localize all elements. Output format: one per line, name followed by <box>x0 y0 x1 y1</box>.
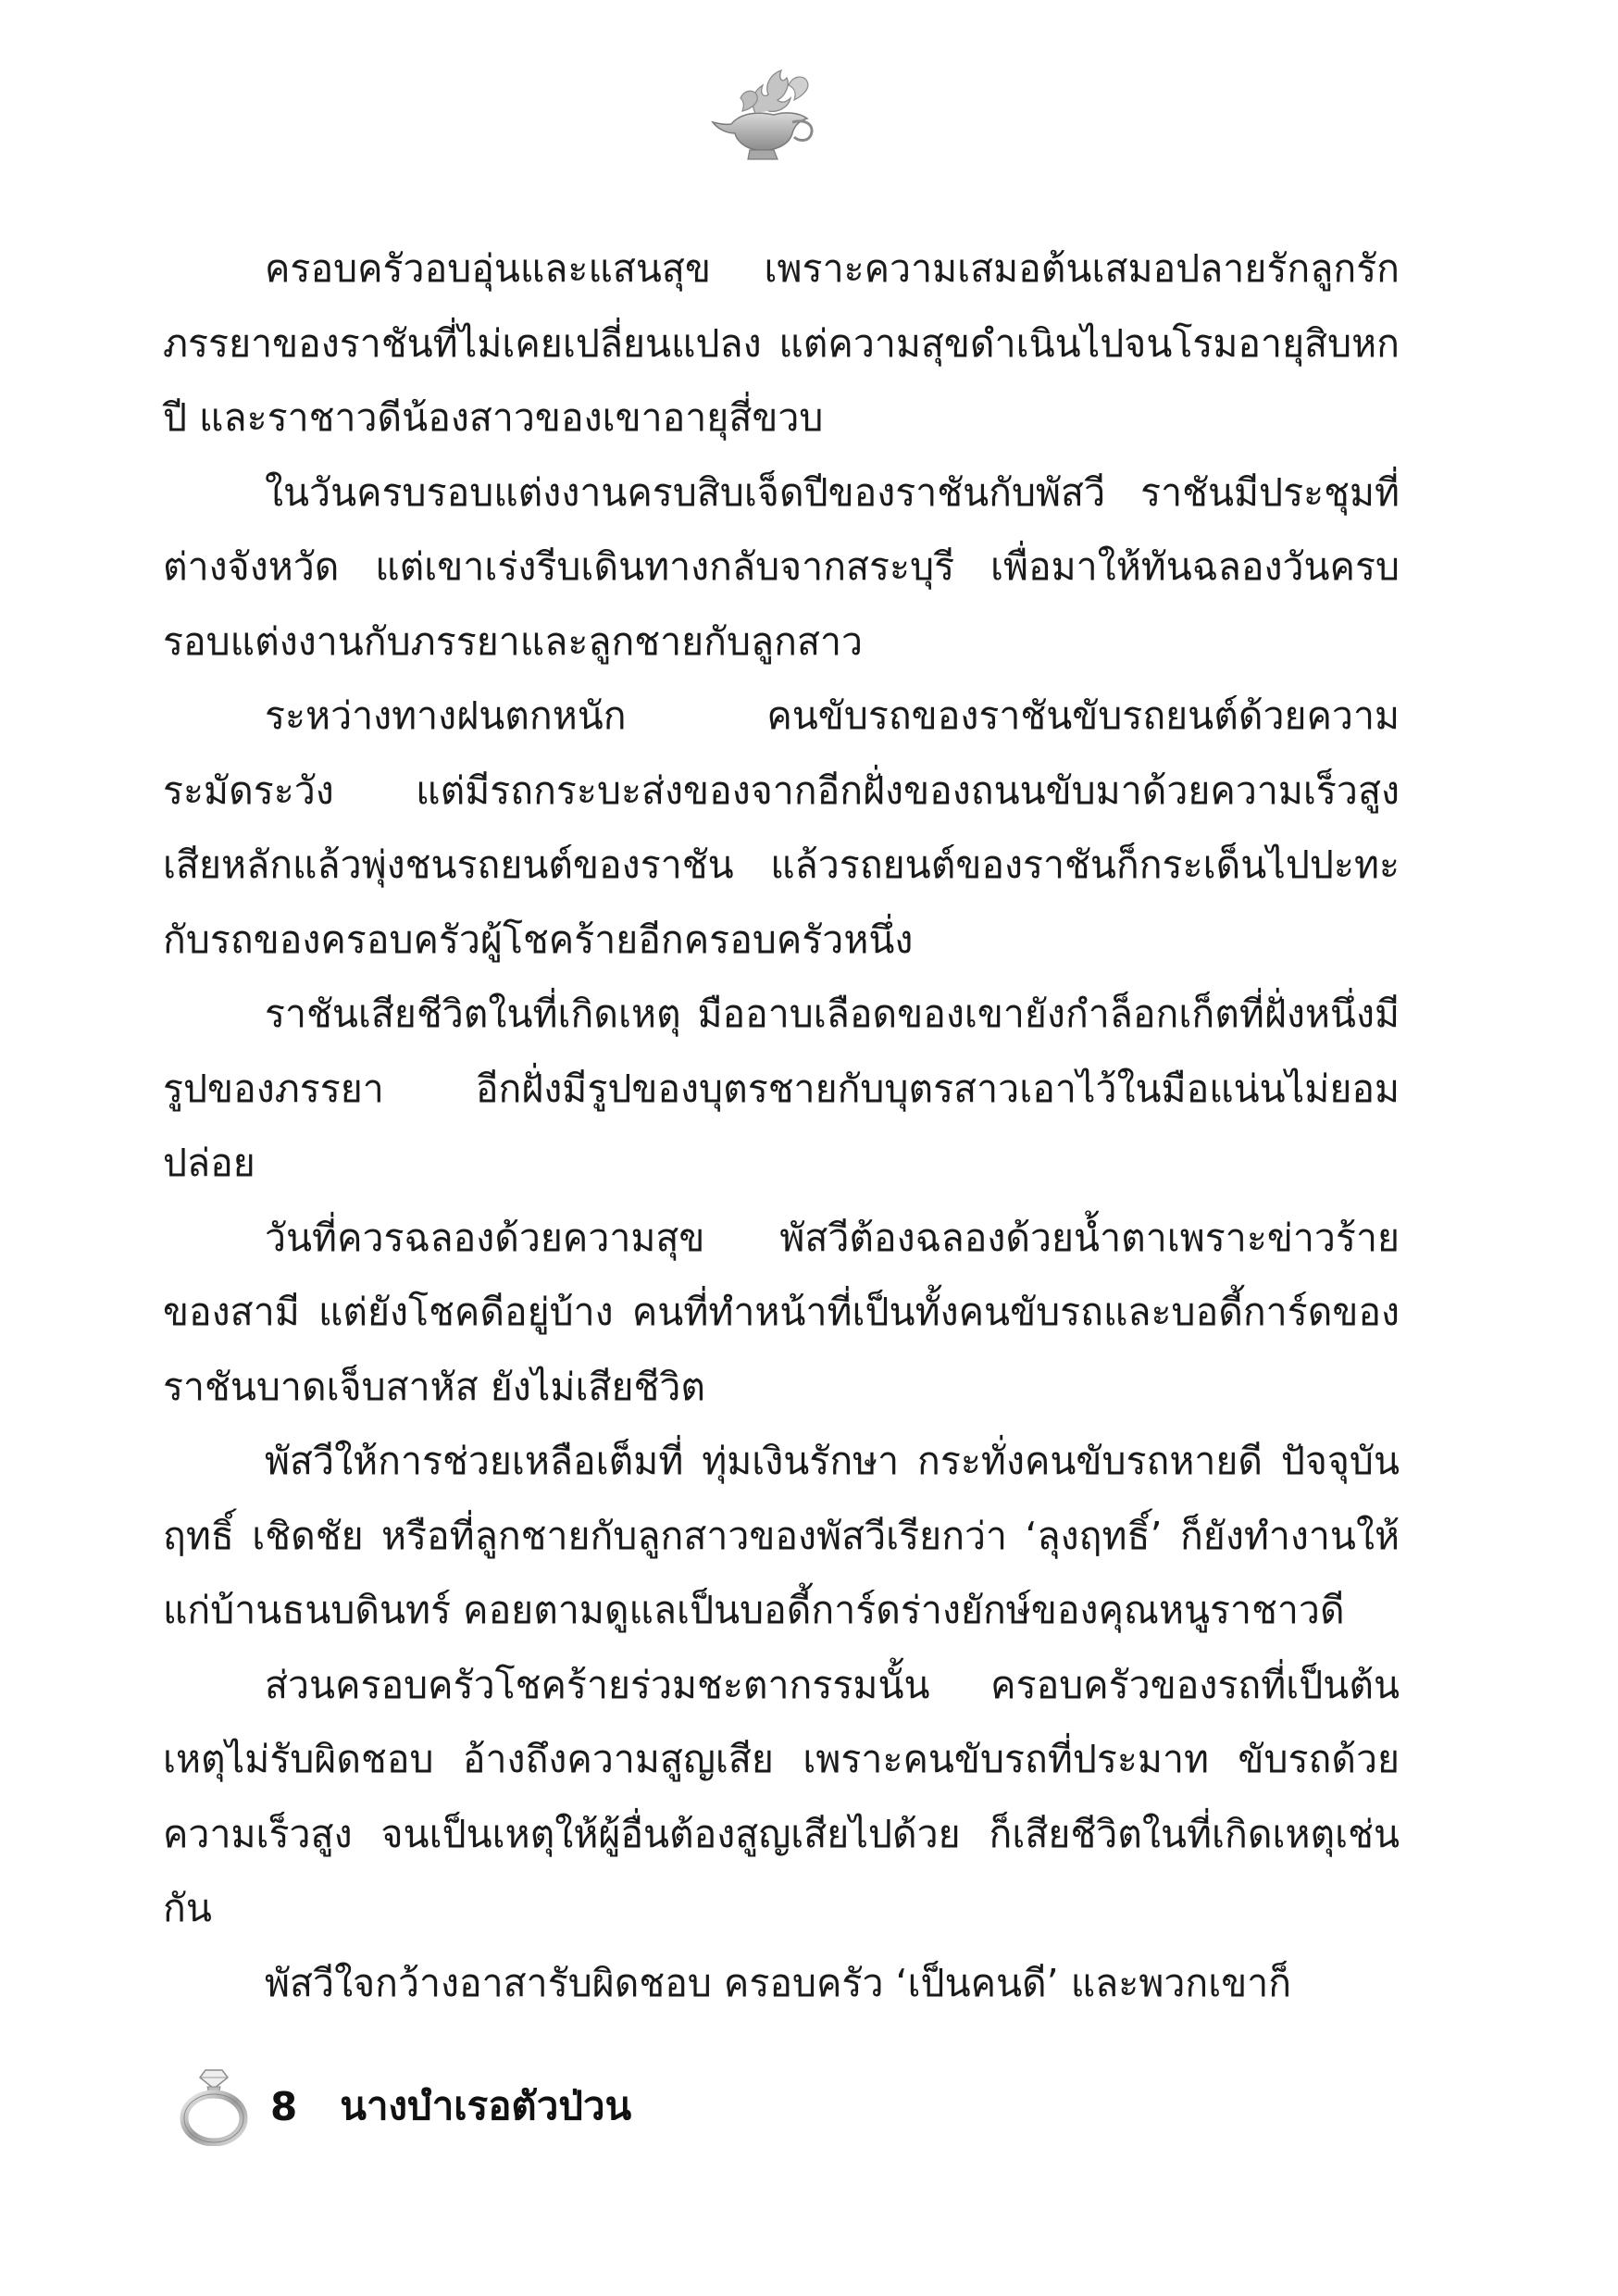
book-title: นางบำเรอตัวป่วน <box>340 2083 632 2128</box>
page-number: 8 <box>270 2083 298 2129</box>
paragraph: ครอบครัวอบอุ่นและแสนสุข เพราะความเสมอต้นเสมอปลายรักลูกรักภรรยาของราชันที่ไม่เคยเปลี่ยนแปลง แต่ความสุขดำเนินไปจนโรมอายุสิบหกปี และราชาวดีน้องสาวของเขาอายุสี่ขวบ <box>163 246 1400 440</box>
paragraph: ในวันครบรอบแต่งงานครบสิบเจ็ดปีของราชันกับพัสวี ราชันมีประชุมที่ต่างจังหวัด แต่เขาเร่งรีบเดินทางกลับจากสระบุรี เพื่อมาให้ทันฉลองวันครบรอบแต่งงานกับภรรยาและลูกชายกับลูกสาว <box>163 469 1400 664</box>
paragraph: ส่วนครอบครัวโชคร้ายร่วมชะตากรรมนั้น ครอบครัวของรถที่เป็นต้นเหตุไม่รับผิดชอบ อ้างถึงความสูญเสีย เพราะคนขับรถที่ประมาท ขับรถด้วยความเร็วสูง จนเป็นเหตุให้ผู้อื่นต้องสูญเสียไปด้วย ก็เสียชีวิตในที่เกิดเหตุเช่นกัน <box>163 1662 1400 1930</box>
paragraph: ระหว่างทางฝนตกหนัก คนขับรถของราชันขับรถยนต์ด้วยความระมัดระวัง แต่มีรถกระบะส่งของจากอีกฝั่งของถนนขับมาด้วยความเร็วสูง เสียหลักแล้วพุ่งชนรถยนต์ของราชัน แล้วรถยนต์ของราชันก็กระเด็นไปปะทะกับรถของครอบครัวผู้โชคร้ายอีกครอบครัวหนึ่ง <box>163 693 1400 962</box>
genie-lamp-icon <box>703 57 824 168</box>
page-footer <box>178 2051 631 2162</box>
paragraph: วันที่ควรฉลองด้วยความสุข พัสวีต้องฉลองด้วยน้ำตาเพราะข่าวร้ายของสามี แต่ยังโชคดีอยู่บ้าง คนที่ทำหน้าที่เป็นทั้งคนขับรถและบอดี้การ์ดของราชันบาดเจ็บสาหัส ยังไม่เสียชีวิต <box>163 1215 1400 1409</box>
diamond-ring-icon <box>178 2066 250 2146</box>
paragraph: พัสวีใจกว้างอาสารับผิดชอบ ครอบครัว ‘เป็นคนดี’ และพวกเขาก็ <box>265 1960 1292 2005</box>
paragraph: ราชันเสียชีวิตในที่เกิดเหตุ มืออาบเลือดของเขายังกำล็อกเก็ตที่ฝั่งหนึ่งมีรูปของภรรยา อีกฝั่งมีรูปของบุตรชายกับบุตรสาวเอาไว้ในมือแน่นไม่ยอมปล่อย <box>163 992 1400 1185</box>
body-text <box>163 231 1400 2020</box>
paragraph: พัสวีให้การช่วยเหลือเต็มที่ ทุ่มเงินรักษา กระทั่งคนขับรถหายดี ปัจจุบัน ฤทธิ์ เชิดชัย หรือที่ลูกชายกับลูกสาวของพัสวีเรียกว่า ‘ลุงฤทธิ์’ ก็ยังทำงานให้แก่บ้านธนบดินทร์ คอยตามดูแลเป็นบอดี้การ์ดร่างยักษ์ของคุณหนูราชาวดี <box>163 1439 1400 1632</box>
